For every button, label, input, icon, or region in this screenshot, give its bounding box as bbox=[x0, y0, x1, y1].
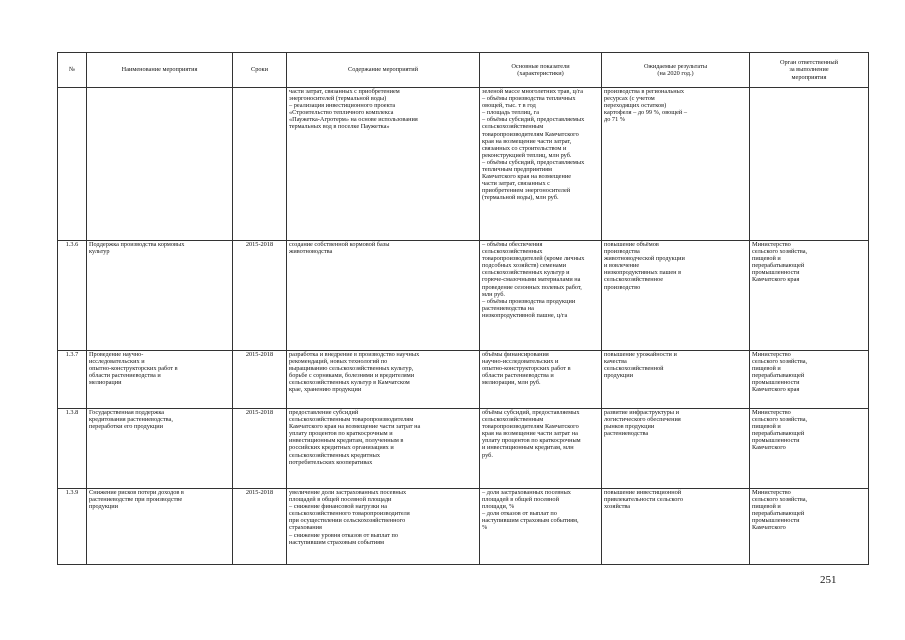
cell-line: края на возмещение части затрат на bbox=[482, 430, 578, 438]
cell-line: инвестиционным кредитам, полученным в bbox=[289, 437, 404, 445]
cell-line: пищевой и bbox=[752, 503, 781, 511]
cell-line: наступившим страховым событиям, bbox=[482, 517, 579, 525]
cell-line: энергоносителей (термальной воды) bbox=[289, 95, 387, 103]
measure-name bbox=[87, 409, 233, 489]
cell-line: реконструкцией теплиц, млн руб. bbox=[482, 151, 572, 159]
header-num: № bbox=[58, 53, 87, 88]
cell-line: повышение инвестиционной bbox=[604, 489, 682, 496]
table-header-row bbox=[58, 53, 869, 88]
measure-indicators bbox=[480, 489, 602, 565]
cell-line: Камчатского bbox=[752, 524, 786, 532]
cell-line: части затрат, связанных с приобретением bbox=[289, 88, 400, 95]
cell-line: сельского хозяйства, bbox=[752, 248, 808, 256]
cell-line: площадей в общей посевной bbox=[482, 496, 559, 504]
cell-line: разработка и внедрение в производство научных bbox=[289, 351, 420, 358]
cell-line: товаропроизводителям Камчатского bbox=[482, 423, 579, 431]
cell-line: связанных со строительством и bbox=[482, 144, 567, 152]
cell-line: млн руб. bbox=[482, 290, 505, 298]
cell-line: (термальной воды), млн руб. bbox=[482, 194, 559, 202]
responsible-organ bbox=[750, 489, 869, 565]
header-organ: Орган ответственный за выполнение мероприятия bbox=[750, 53, 869, 88]
cell-line: края на возмещение части затрат, bbox=[482, 137, 572, 145]
cell-line: опытно-конструкторских работ в bbox=[482, 365, 571, 373]
cell-line: до 71 % bbox=[604, 116, 626, 124]
cell-line: пищевой и bbox=[752, 423, 781, 431]
cell-line: – объёмы субсидий, предоставляемых bbox=[482, 158, 585, 166]
cell-line: рынков продукции bbox=[604, 423, 655, 431]
header-name: Наименование мероприятия bbox=[87, 53, 233, 88]
table-row bbox=[58, 351, 869, 409]
cell-line: сельского хозяйства, bbox=[752, 416, 808, 424]
cell-line: перерабатывающей bbox=[752, 262, 805, 270]
responsible-organ bbox=[750, 351, 869, 409]
cell-line: горюче-смазочными материалами на bbox=[482, 276, 581, 284]
cell-line: рекомендаций, новых технологий по bbox=[289, 358, 388, 366]
cell-line: хозяйства bbox=[604, 503, 631, 511]
cell-line: Камчатского края на возмещение части затрат на bbox=[289, 423, 421, 431]
cell-line: наступившим страховым событиям bbox=[289, 538, 385, 546]
measure-results bbox=[602, 409, 750, 489]
cell-line: тепличным предприятиям bbox=[482, 166, 552, 174]
cell-line: животноводческой продукции bbox=[604, 255, 685, 263]
cell-line: логистического обеспечения bbox=[604, 416, 681, 424]
cell-line: продукции bbox=[604, 372, 634, 380]
cell-line: сельскохозяйственных культур и bbox=[482, 269, 570, 277]
measure-term: 2015-2018 bbox=[233, 489, 287, 565]
cell-line: области растениеводства и bbox=[482, 372, 554, 380]
cell-line: низкопродуктивных пашен в bbox=[604, 269, 682, 277]
cell-line: и вовлечение bbox=[604, 262, 640, 270]
cell-line: проведение сезонных полевых работ, bbox=[482, 283, 582, 291]
measure-results bbox=[602, 489, 750, 565]
cell-line: растениеводстве при производстве bbox=[89, 496, 183, 504]
cell-line: сельского хозяйства, bbox=[752, 496, 808, 504]
cell-line: животноводства bbox=[289, 248, 333, 256]
cell-line: сельскохозяйственным товаропроизводителям bbox=[289, 416, 414, 424]
table-row bbox=[58, 409, 869, 489]
row-number: 1.3.9 bbox=[58, 489, 87, 565]
cell-line: приобретением энергоносителей bbox=[482, 187, 571, 195]
cell-line: площади, % bbox=[482, 503, 515, 511]
cell-line: зеленой массе многолетних трав, ц/га bbox=[482, 88, 583, 95]
cell-line: площадей в общей посевной площади bbox=[289, 496, 392, 504]
page-number: 251 bbox=[820, 574, 837, 586]
table-row bbox=[58, 241, 869, 351]
cell-line: Поддержка производства кормовых bbox=[89, 241, 185, 248]
measure-content bbox=[287, 351, 480, 409]
cell-line: сельскохозяйственных bbox=[482, 248, 543, 256]
cell-line: кредитования растениеводства, bbox=[89, 416, 173, 424]
cell-line: Снижение рисков потери доходов в bbox=[89, 489, 184, 496]
cell-line: промышленности bbox=[752, 269, 800, 277]
measure-results bbox=[602, 351, 750, 409]
cell-line: промышленности bbox=[752, 517, 800, 525]
measure-name bbox=[87, 241, 233, 351]
cell-line: мелиорации bbox=[89, 379, 122, 387]
cell-line: объёмы субсидий, предоставляемых bbox=[482, 409, 580, 416]
cell-line: предоставление субсидий bbox=[289, 409, 359, 416]
table-row bbox=[58, 88, 869, 241]
cell-line: привлекательности сельского bbox=[604, 496, 683, 504]
cell-line: Проведение научно- bbox=[89, 351, 144, 358]
cell-line: российских кредитных организациях и bbox=[289, 444, 394, 452]
measure-indicators bbox=[480, 241, 602, 351]
row-number: 1.3.8 bbox=[58, 409, 87, 489]
cell-line: производства в региональных bbox=[604, 88, 685, 95]
cell-line: выращиванию сельскохозяйственных культур, bbox=[289, 365, 414, 373]
table-row bbox=[58, 489, 869, 565]
cell-line: Министерство bbox=[752, 351, 791, 358]
cell-line: Камчатского края bbox=[752, 276, 800, 284]
measure-indicators bbox=[480, 351, 602, 409]
cell-line: перерабатывающей bbox=[752, 372, 805, 380]
cell-line: сельскохозяйственным bbox=[482, 123, 544, 131]
cell-line: продукции bbox=[89, 503, 119, 511]
cell-line: – доля застрахованных посевных bbox=[482, 489, 571, 496]
cell-line: Камчатского края bbox=[752, 386, 800, 394]
measures-table bbox=[57, 52, 869, 565]
row-number: 1.3.7 bbox=[58, 351, 87, 409]
cell-line: «Паужетка-Агротерм» на основе использования bbox=[289, 116, 418, 124]
cell-line: научно-исследовательских и bbox=[482, 358, 559, 366]
cell-line: – снижение финансовой нагрузки на bbox=[289, 503, 387, 511]
cell-line: крае, хранению продукции bbox=[289, 386, 362, 394]
cell-line: опытно-конструкторских работ в bbox=[89, 365, 178, 373]
cell-line: перерабатывающей bbox=[752, 430, 805, 438]
measure-content bbox=[287, 409, 480, 489]
cell-line: Министерство bbox=[752, 489, 791, 496]
cell-line: «Строительство тепличного комплекса bbox=[289, 109, 394, 117]
cell-line: производства bbox=[604, 248, 640, 256]
cell-line: – объёмы субсидий, предоставляемых bbox=[482, 116, 585, 124]
cell-line: качества bbox=[604, 358, 627, 366]
cell-line: – доля отказов от выплат по bbox=[482, 510, 557, 518]
cell-line: Камчатского края на возмещение bbox=[482, 173, 572, 181]
cell-line: промышленности bbox=[752, 437, 800, 445]
cell-line: повышение объёмов bbox=[604, 241, 659, 248]
measure-term: 2015-2018 bbox=[233, 409, 287, 489]
measure-term bbox=[233, 88, 287, 241]
cell-line: – объёмы производства продукции bbox=[482, 297, 576, 305]
measure-results bbox=[602, 241, 750, 351]
measure-name bbox=[87, 489, 233, 565]
cell-line: борьбе с сорняками, болезнями и вредителями bbox=[289, 372, 415, 380]
cell-line: переходящих остатков) bbox=[604, 102, 667, 110]
cell-line: низкопродуктивной пашне, ц/га bbox=[482, 311, 568, 319]
header-indicators: Основные показатели (характеристики) bbox=[480, 53, 602, 88]
cell-line: увеличение доли застрахованных посевных bbox=[289, 489, 407, 496]
row-number: 1.3.6 bbox=[58, 241, 87, 351]
cell-line: мелиорации, млн руб. bbox=[482, 379, 541, 387]
measure-name bbox=[87, 88, 233, 241]
cell-line: части затрат, связанных с bbox=[482, 180, 550, 188]
cell-line: пищевой и bbox=[752, 365, 781, 373]
cell-line: Камчатского bbox=[752, 444, 786, 452]
cell-line: Министерство bbox=[752, 409, 791, 416]
cell-line: промышленности bbox=[752, 379, 800, 387]
measure-indicators bbox=[480, 409, 602, 489]
cell-line: – объёмы производства тепличных bbox=[482, 95, 576, 103]
measure-term: 2015-2018 bbox=[233, 241, 287, 351]
cell-line: уплату процентов по краткосрочным bbox=[482, 437, 581, 445]
cell-line: – площадь теплиц, га bbox=[482, 109, 540, 117]
cell-line: товаропроизводителям Камчатского bbox=[482, 130, 579, 138]
measure-content bbox=[287, 88, 480, 241]
cell-line: сельскохозяйственного товаропроизводителя bbox=[289, 510, 410, 518]
cell-line: руб. bbox=[482, 451, 493, 459]
cell-line: растениеводства на bbox=[482, 304, 534, 312]
responsible-organ bbox=[750, 88, 869, 241]
header-term: Сроки bbox=[233, 53, 287, 88]
cell-line: % bbox=[482, 524, 488, 532]
cell-line: сельскохозяйственным bbox=[482, 416, 544, 424]
cell-line: пищевой и bbox=[752, 255, 781, 263]
cell-line: страхования bbox=[289, 524, 322, 532]
cell-line: овощей, тыс. т в год bbox=[482, 102, 536, 110]
cell-line: товаропроизводителей (кроме личных bbox=[482, 255, 585, 263]
cell-line: сельскохозяйственных культур в Камчатском bbox=[289, 379, 410, 387]
measure-content bbox=[287, 241, 480, 351]
cell-line: создание собственной кормовой базы bbox=[289, 241, 390, 248]
cell-line: исследовательских и bbox=[89, 358, 145, 366]
measure-term: 2015-2018 bbox=[233, 351, 287, 409]
cell-line: растениеводства bbox=[604, 430, 649, 438]
cell-line: повышение урожайности и bbox=[604, 351, 677, 358]
row-number bbox=[58, 88, 87, 241]
cell-line: производство bbox=[604, 283, 641, 291]
cell-line: перерабатывающей bbox=[752, 510, 805, 518]
cell-line: области растениеводства и bbox=[89, 372, 161, 380]
document-page bbox=[57, 52, 868, 565]
cell-line: Государственная поддержка bbox=[89, 409, 165, 416]
cell-line: сельского хозяйства, bbox=[752, 358, 808, 366]
cell-line: ресурсах (с учетом bbox=[604, 95, 655, 103]
header-results: Ожидаемые результаты (на 2020 год.) bbox=[602, 53, 750, 88]
measure-name bbox=[87, 351, 233, 409]
cell-line: Министерство bbox=[752, 241, 791, 248]
cell-line: переработки его продукции bbox=[89, 423, 164, 431]
cell-line: сельскохозяйственных кредитных bbox=[289, 451, 380, 459]
measure-indicators bbox=[480, 88, 602, 241]
cell-line: при осуществлении сельскохозяйственного bbox=[289, 517, 406, 525]
cell-line: картофеля – до 99 %, овощей – bbox=[604, 109, 688, 117]
measure-results bbox=[602, 88, 750, 241]
cell-line: – реализация инвестиционного проекта bbox=[289, 102, 396, 110]
cell-line: термальных вод в поселке Паужетка» bbox=[289, 123, 390, 131]
cell-line: развитие инфраструктуры и bbox=[604, 409, 679, 416]
cell-line: и инвестиционным кредитам, млн bbox=[482, 444, 574, 452]
cell-line: потребительских кооперативах bbox=[289, 458, 373, 466]
cell-line: сельскохозяйственное bbox=[604, 276, 664, 284]
cell-line: подсобных хозяйств) семенами bbox=[482, 262, 566, 270]
cell-line: – снижение уровня отказов от выплат по bbox=[289, 531, 398, 539]
header-content: Содержание мероприятий bbox=[287, 53, 480, 88]
cell-line: – объёмы обеспечения bbox=[482, 241, 543, 248]
responsible-organ bbox=[750, 409, 869, 489]
cell-line: сельскохозяйственной bbox=[604, 365, 664, 373]
cell-line: культур bbox=[89, 248, 110, 256]
cell-line: объёмы финансирования bbox=[482, 351, 549, 358]
measure-content bbox=[287, 489, 480, 565]
cell-line: уплату процентов по краткосрочным и bbox=[289, 430, 393, 438]
responsible-organ bbox=[750, 241, 869, 351]
